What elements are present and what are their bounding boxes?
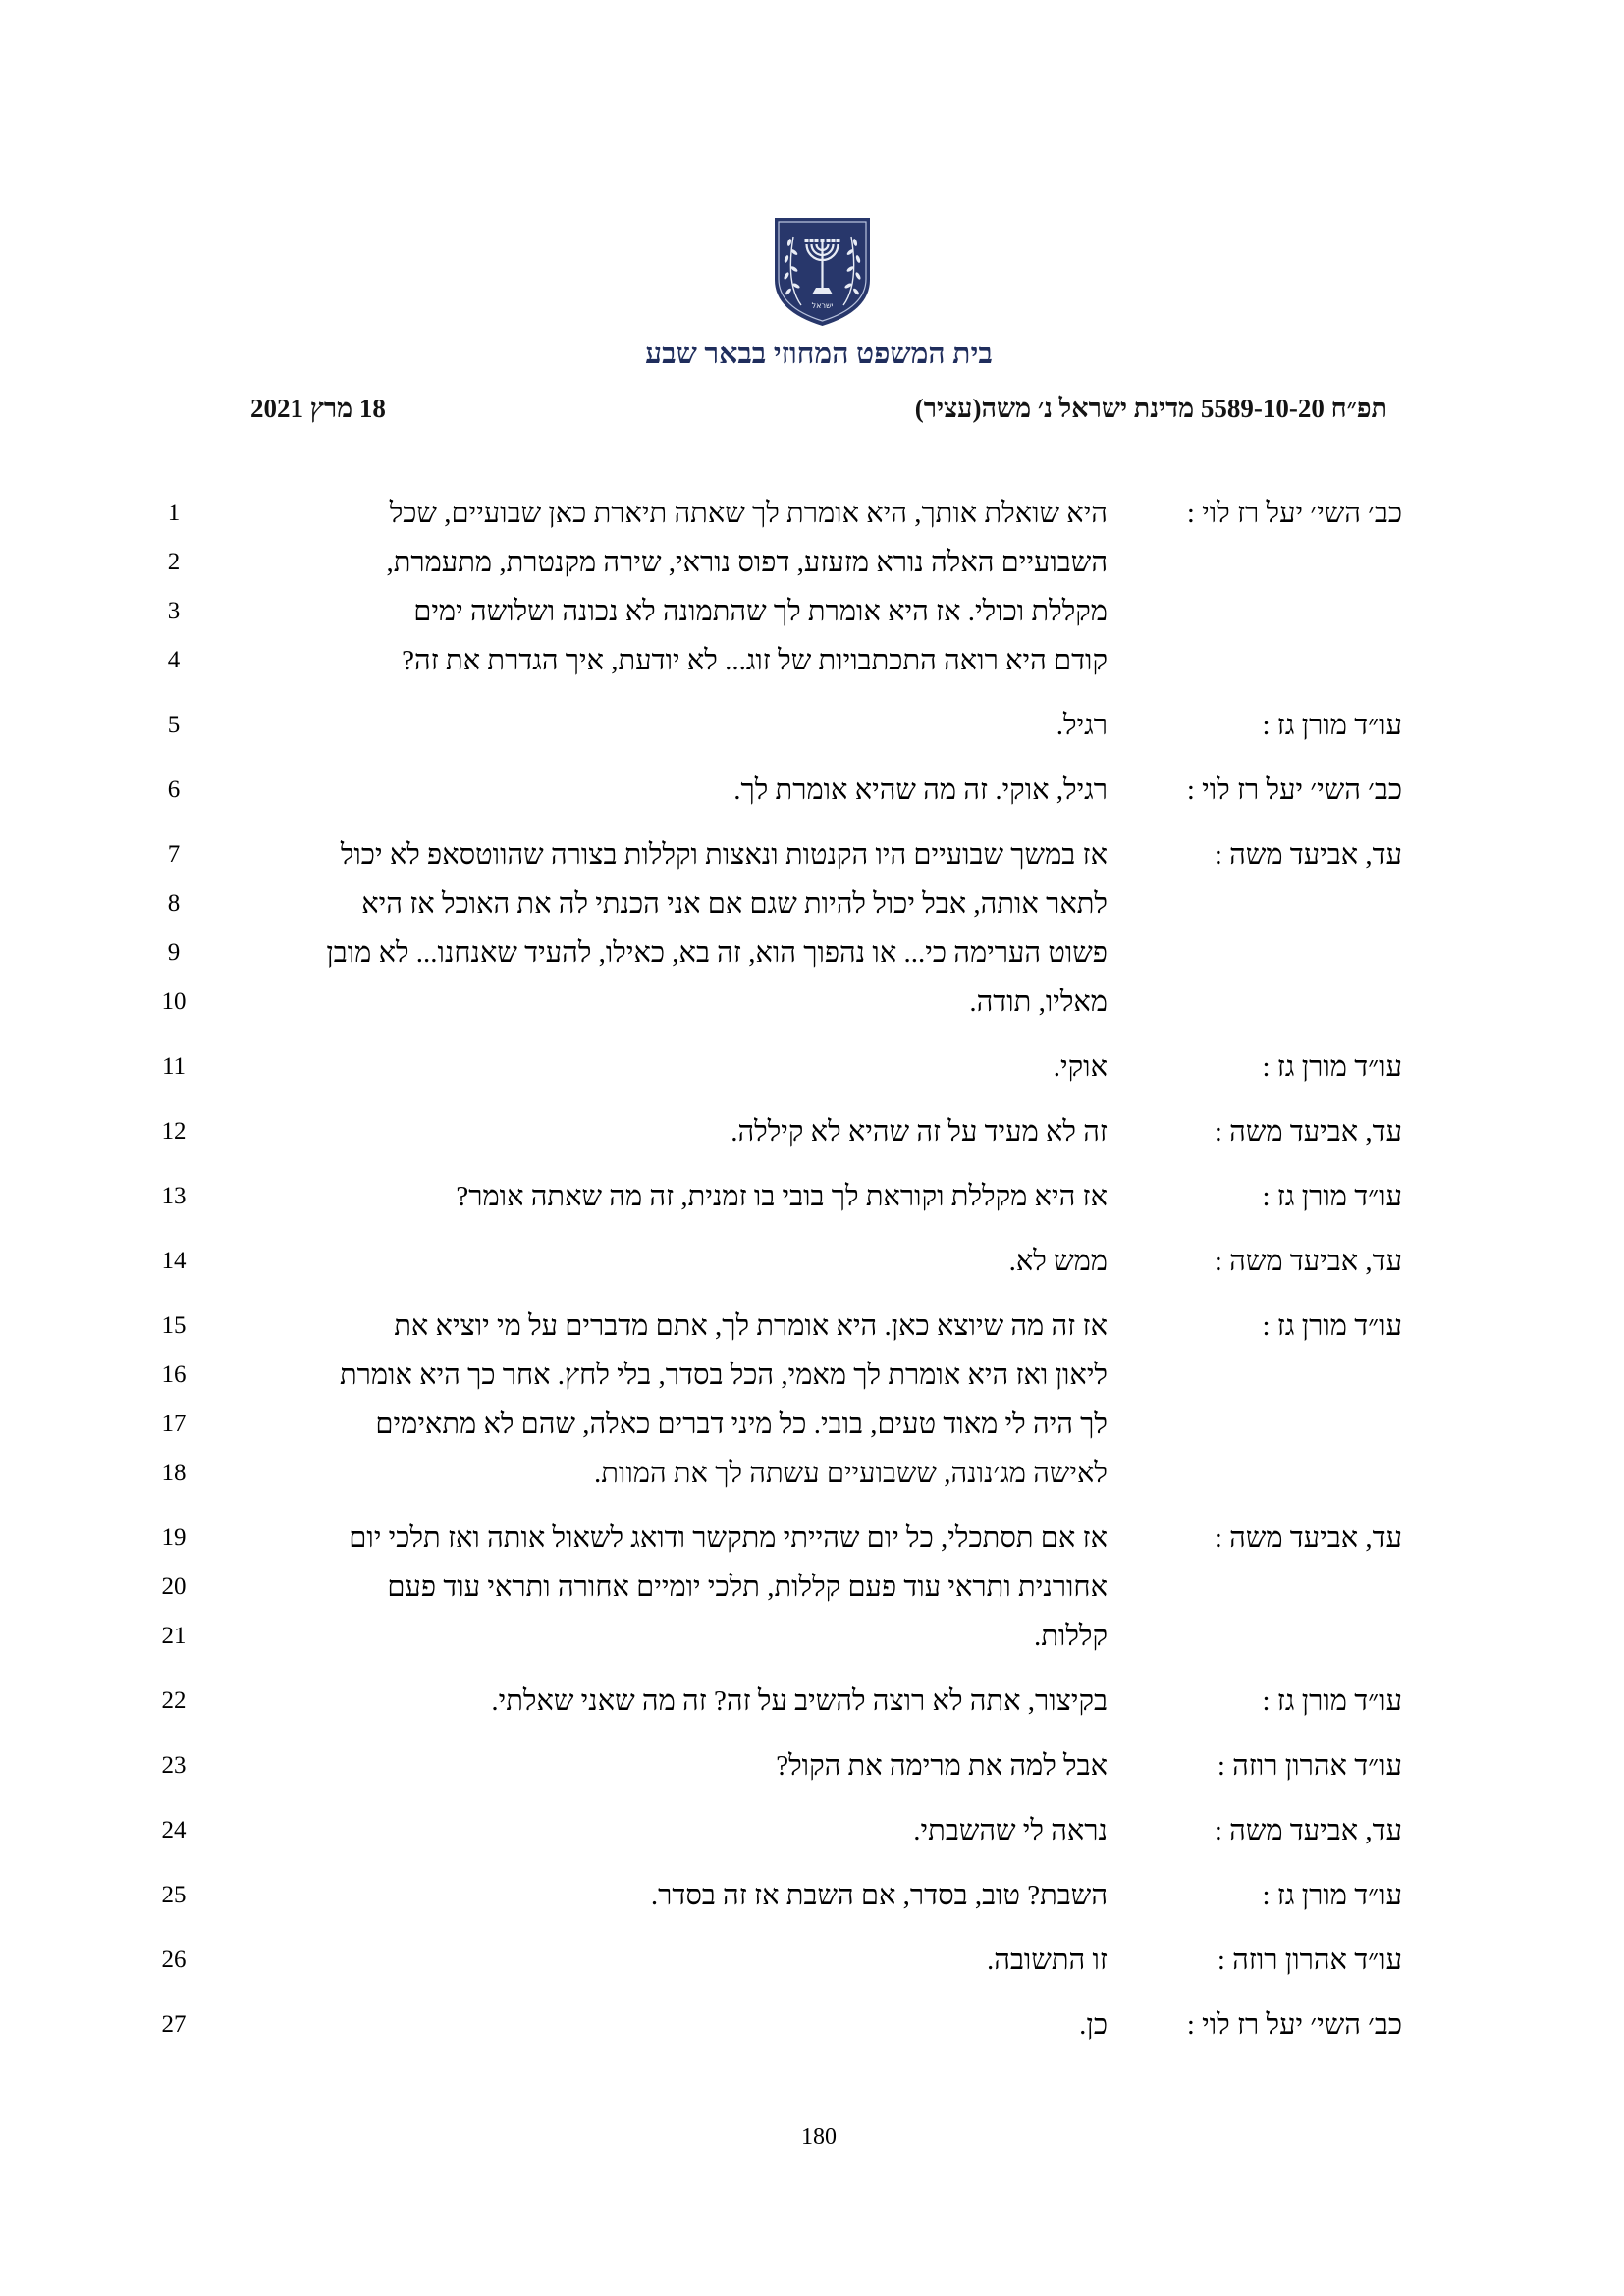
speaker-label: כב׳ השי׳ יעל רז לוי : (1186, 498, 1402, 529)
line-text: זה לא מעיד על זה שהיא לא קיללה. (731, 1116, 1108, 1148)
line-text: אז זה מה שיוצא כאן. היא אומרת לך, אתם מדברים על מי יוציא את (394, 1310, 1108, 1342)
case-title: תפ״ח 5589-10-20 מדינת ישראל נ׳ משה(עציר) (914, 394, 1387, 423)
line-number: 23 (161, 1752, 187, 1779)
transcript-line (0, 1042, 1624, 1092)
emblem-graphic (772, 215, 873, 329)
transcript-line (0, 1871, 1624, 1920)
line-text: בקיצור, אתה לא רוצה להשיב על זה? זה מה שאני שאלתי. (491, 1685, 1108, 1717)
line-number: 24 (161, 1817, 187, 1843)
line-text: מאליו, תודה. (969, 987, 1108, 1018)
transcript-line (0, 701, 1624, 750)
line-text: אוקי. (1053, 1051, 1108, 1083)
transcript-line (0, 830, 1624, 880)
transcript-line (0, 978, 1624, 1027)
line-text: לך היה לי מאוד טעים, בובי. כל מיני דברים כאלה, שהם לא מתאימים (375, 1409, 1108, 1440)
speaker-label: עו״ד מורן גז : (1262, 1880, 1402, 1911)
transcript-line (0, 538, 1624, 587)
transcript-turn (0, 1677, 1624, 1726)
emblem-lettering: ישראל (811, 301, 834, 310)
line-text: השבועיים האלה נורא מזעזע, דפוס נוראי, שירה מקנטרת, מתעמרת, (386, 547, 1108, 578)
line-number: 7 (167, 841, 181, 868)
transcript-line (0, 929, 1624, 978)
transcript-line (0, 1302, 1624, 1351)
transcript-line (0, 880, 1624, 929)
transcript-turn (0, 766, 1624, 815)
page-number: 180 (801, 2124, 837, 2150)
line-text: רגיל, אוקי. זה מה שהיא אומרת לך. (733, 774, 1108, 806)
line-number: 9 (167, 939, 181, 966)
transcript-line (0, 1806, 1624, 1855)
line-text: היא שואלת אותך, היא אומרת לך שאתה תיארת כאן שבועיים, שכל (389, 498, 1108, 529)
line-number: 19 (161, 1524, 187, 1551)
transcript-line (0, 1677, 1624, 1726)
line-number: 1 (167, 500, 181, 526)
transcript-line (0, 1612, 1624, 1661)
transcript-turn (0, 1806, 1624, 1855)
line-text: לתאר אותה, אבל יכול להיות שגם אם אני הכנתי לה את האוכל אז היא (361, 888, 1108, 920)
line-number: 25 (161, 1882, 187, 1908)
line-number: 3 (167, 598, 181, 624)
speaker-label: עו״ד מורן גז : (1262, 1685, 1402, 1717)
line-number: 20 (161, 1574, 187, 1600)
transcript-turn (0, 1172, 1624, 1221)
transcript-turn (0, 830, 1624, 1027)
line-number: 14 (161, 1248, 187, 1274)
line-text: פשוט הערימה כי... או נהפוך הוא, זה בא, כאילו, להעיד שאנחנו... לא מובן (326, 937, 1108, 969)
transcript-turn (0, 1042, 1624, 1092)
line-text: אחורנית ותראי עוד פעם קללות, תלכי יומיים אחורה ותראי עוד פעם (387, 1572, 1108, 1603)
transcript-line (0, 1741, 1624, 1790)
line-number: 8 (167, 890, 181, 917)
line-text: ליאון ואז היא אומרת לך מאמי, הכל בסדר, בלי לחץ. אחר כך היא אומרת (339, 1360, 1108, 1391)
transcript-line (0, 587, 1624, 636)
line-number: 22 (161, 1687, 187, 1714)
line-text: ממש לא. (1008, 1246, 1108, 1277)
line-text: אבל למה את מרימה את הקול? (776, 1750, 1108, 1782)
line-text: לאישה מג׳נונה, ששבועיים עשתה לך את המוות. (594, 1458, 1108, 1489)
transcript-turn (0, 1741, 1624, 1790)
line-text: אז במשך שבועיים היו הקנטות ונאצות וקללות בצורה שהווטסאפ לא יכול (340, 839, 1108, 871)
speaker-label: עו״ד אהרון רוזה : (1217, 1945, 1402, 1976)
line-text: רגיל. (1056, 710, 1108, 741)
transcript-line (0, 1351, 1624, 1400)
speaker-label: עו״ד מורן גז : (1262, 1051, 1402, 1083)
line-number: 18 (161, 1460, 187, 1486)
line-number: 5 (167, 712, 181, 738)
speaker-label: כב׳ השי׳ יעל רז לוי : (1186, 774, 1402, 806)
line-number: 17 (161, 1411, 187, 1437)
line-text: קודם היא רואה התכתבויות של זוג... לא יודעת, איך הגדרת את זה? (402, 645, 1108, 676)
line-text: אז היא מקללת וקוראת לך בובי בו זמנית, זה מה שאתה אומר? (456, 1181, 1108, 1212)
line-text: השבת? טוב, בסדר, אם השבת אז זה בסדר. (650, 1880, 1108, 1911)
transcript-turn (0, 1237, 1624, 1286)
transcript-line (0, 1936, 1624, 1985)
transcript-line (0, 766, 1624, 815)
line-number: 4 (167, 647, 181, 673)
speaker-label: עד, אביעד משה : (1214, 1246, 1402, 1277)
transcript-line (0, 489, 1624, 538)
transcript-line (0, 1107, 1624, 1156)
case-date: 18 מרץ 2021 (250, 394, 386, 423)
court-name: בית המשפט המחוזי בבאר שבע (645, 338, 993, 370)
line-text: אז אם תסתכלי, כל יום שהייתי מתקשר ודואג לשאול אותה ואז תלכי יום (349, 1522, 1108, 1554)
transcript-turn (0, 1871, 1624, 1920)
line-number: 12 (161, 1118, 187, 1145)
speaker-label: עד, אביעד משה : (1214, 1522, 1402, 1554)
line-number: 11 (161, 1053, 187, 1080)
transcript-turn (0, 1302, 1624, 1498)
speaker-label: עו״ד מורן גז : (1262, 1310, 1402, 1342)
transcript-turn (0, 2001, 1624, 2050)
line-number: 13 (161, 1183, 187, 1209)
line-number: 2 (167, 549, 181, 575)
speaker-label: עו״ד אהרון רוזה : (1217, 1750, 1402, 1782)
transcript-line (0, 1563, 1624, 1612)
line-number: 16 (161, 1362, 187, 1388)
line-text: קללות. (1033, 1621, 1108, 1652)
line-number: 15 (161, 1312, 187, 1339)
line-text: כן. (1079, 2009, 1108, 2041)
line-number: 26 (161, 1947, 187, 1973)
transcript-line (0, 2001, 1624, 2050)
transcript-line (0, 636, 1624, 685)
israel-emblem-icon (772, 215, 873, 329)
speaker-label: כב׳ השי׳ יעל רז לוי : (1186, 2009, 1402, 2041)
line-number: 6 (167, 776, 181, 803)
line-number: 27 (161, 2011, 187, 2038)
transcript-turn (0, 1514, 1624, 1661)
speaker-label: עד, אביעד משה : (1214, 1116, 1402, 1148)
line-number: 21 (161, 1623, 187, 1649)
line-text: מקללת וכולי. אז היא אומרת לך שהתמונה לא נכונה ושלושה ימים (413, 596, 1108, 627)
transcript-turn (0, 701, 1624, 750)
line-text: זו התשובה. (987, 1945, 1108, 1976)
transcript-turn (0, 1936, 1624, 1985)
transcript (0, 489, 1624, 2065)
speaker-label: עו״ד מורן גז : (1262, 710, 1402, 741)
transcript-line (0, 1400, 1624, 1449)
speaker-label: עד, אביעד משה : (1214, 1815, 1402, 1846)
transcript-turn (0, 1107, 1624, 1156)
transcript-turn (0, 489, 1624, 685)
speaker-label: עו״ד מורן גז : (1262, 1181, 1402, 1212)
transcript-line (0, 1237, 1624, 1286)
line-text: נראה לי שהשבתי. (913, 1815, 1108, 1846)
speaker-label: עד, אביעד משה : (1214, 839, 1402, 871)
transcript-line (0, 1172, 1624, 1221)
transcript-line (0, 1449, 1624, 1498)
line-number: 10 (161, 988, 187, 1015)
transcript-line (0, 1514, 1624, 1563)
